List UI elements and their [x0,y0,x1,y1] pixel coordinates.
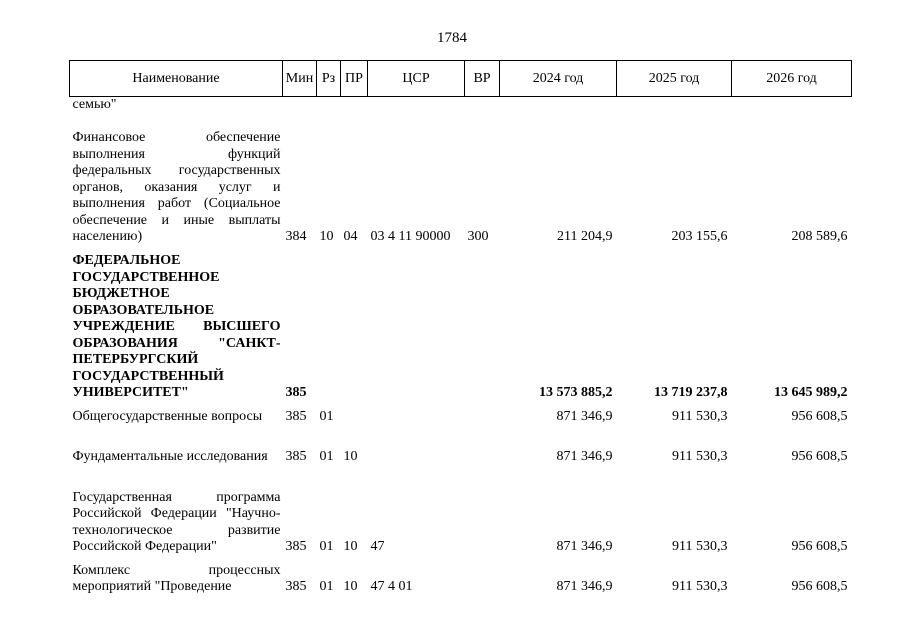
row-vr [465,246,500,402]
header-min: Мин [283,61,317,97]
table-row [70,466,852,556]
row-2024: 871 346,9 [556,449,613,464]
table-row [70,97,852,114]
row-min: 385 [285,409,307,424]
table-body [70,97,852,596]
table-row [70,114,852,246]
row-min: 385 [285,579,307,594]
row-2024 [500,97,617,114]
row-2026: 956 608,5 [791,449,848,464]
row-2026 [732,97,852,114]
table-header [70,61,852,97]
header-vr: ВР [465,61,500,97]
row-rz [317,97,341,114]
page-number: 1784 [437,30,467,46]
row-2026: 956 608,5 [791,579,848,594]
row-2025: 911 530,3 [672,449,728,464]
row-csr [368,402,465,426]
row-2024: 211 204,9 [557,229,613,244]
row-2026: 208 589,6 [791,229,848,244]
row-vr [465,466,500,556]
row-2026: 13 645 989,2 [774,385,848,400]
row-min: 385 [285,449,307,464]
row-name: Финансовое обеспечение выполнения функций федеральных государственных органов, оказания услуг и выполнения работ (Социальное обеспечение и иные выплаты населению) [72,130,281,244]
row-pr [341,97,368,114]
row-name: Фундаментальные исследования [72,449,268,464]
row-2024: 871 346,9 [556,579,613,594]
row-2024: 871 346,9 [556,539,613,554]
budget-table [69,60,852,596]
table-row [70,402,852,426]
row-name: Комплекс процессных мероприятий "Проведение [72,562,281,594]
row-min [283,97,317,114]
row-name: ФЕДЕРАЛЬНОЕ ГОСУДАРСТВЕННОЕ БЮДЖЕТНОЕ ОБРАЗОВАТЕЛЬНОЕ УЧРЕЖДЕНИЕ ВЫСШЕГО ОБРАЗОВАНИЯ "САНКТ-ПЕТЕРБУРГСКИЙ ГОСУДАРСТВЕННЫЙ УНИВЕРСИТЕТ" [72,253,281,400]
row-csr [368,97,465,114]
row-pr: 10 [343,579,358,594]
row-name: Общегосударственные вопросы [72,409,263,424]
row-csr [368,426,465,466]
row-2024: 13 573 885,2 [539,385,613,400]
table-row [70,556,852,596]
row-vr [465,426,500,466]
row-min: 385 [285,539,307,554]
header-2025: 2025 год [617,61,732,97]
row-csr: 47 [370,539,385,554]
row-rz: 01 [319,579,334,594]
row-vr [465,97,500,114]
header-pr: ПР [341,61,368,97]
row-rz [317,246,341,402]
row-rz: 01 [319,449,334,464]
row-name: семью" [72,97,117,112]
row-vr [465,402,500,426]
row-2026: 956 608,5 [791,409,848,424]
row-pr: 04 [343,229,358,244]
header-csr: ЦСР [368,61,465,97]
row-min: 384 [285,229,307,244]
header-name: Наименование [70,61,283,97]
row-rz: 01 [319,539,334,554]
row-rz: 10 [319,229,334,244]
row-vr [465,556,500,596]
header-rz: Рз [317,61,341,97]
row-csr [368,246,465,402]
table-row [70,246,852,402]
row-2025: 911 530,3 [672,579,728,594]
row-pr: 10 [343,449,358,464]
row-min: 385 [285,385,307,400]
row-2025: 13 719 237,8 [654,385,728,400]
row-2025 [617,97,732,114]
row-pr [341,246,368,402]
row-vr: 300 [467,229,489,244]
table-row [70,426,852,466]
row-name: Государственная программа Российской Федерации "Научно-технологическое развитие Российской Федерации" [72,489,281,554]
row-2025: 911 530,3 [672,539,728,554]
header-2024: 2024 год [500,61,617,97]
header-2026: 2026 год [732,61,852,97]
row-pr: 10 [343,539,358,554]
row-csr: 47 4 01 [370,579,413,594]
row-csr: 03 4 11 90000 [370,229,451,244]
row-2025: 203 155,6 [671,229,728,244]
row-2024: 871 346,9 [556,409,613,424]
row-pr [341,402,368,426]
row-2025: 911 530,3 [672,409,728,424]
row-2026: 956 608,5 [791,539,848,554]
row-rz: 01 [319,409,334,424]
